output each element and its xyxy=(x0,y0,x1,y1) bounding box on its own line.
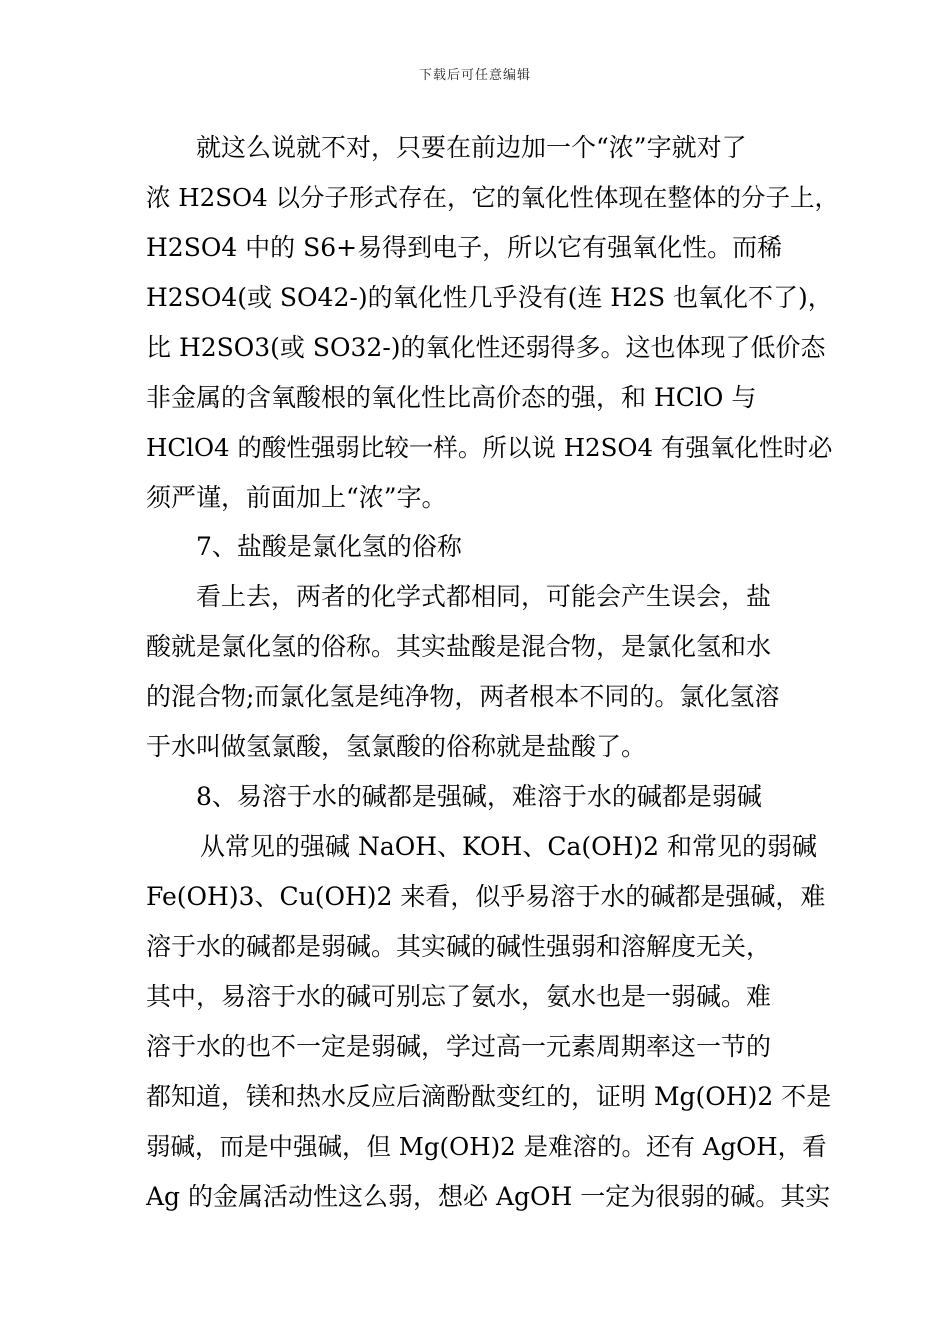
paragraph-line: H2SO4(或 SO42-)的氧化性几乎没有(连 H2S 也氧化不了)， xyxy=(146,283,833,312)
paragraph-line: 非金属的含氧酸根的氧化性比高价态的强，和 HClO 与 xyxy=(146,383,757,412)
paragraph-line: 浓 H2SO4 以分子形式存在，它的氧化性体现在整体的分子上， xyxy=(146,183,839,212)
paragraph-line: 就这么说就不对，只要在前边加一个“浓”字就对了 xyxy=(196,133,747,162)
paragraph-line: Ag 的金属活动性这么弱，想必 AgOH 一定为很弱的碱。其实 xyxy=(146,1182,831,1211)
paragraph-line: 的混合物;而氯化氢是纯净物，两者根本不同的。氯化氢溶 xyxy=(146,682,780,711)
section-heading: 7、盐酸是氯化氢的俗称 xyxy=(196,532,462,561)
paragraph-line: 溶于水的也不一定是弱碱，学过高一元素周期率这一节的 xyxy=(146,1032,772,1061)
paragraph-line: 其中，易溶于水的碱可别忘了氨水，氨水也是一弱碱。难 xyxy=(146,982,772,1011)
paragraph-line: 看上去，两者的化学式都相同，可能会产生误会，盐 xyxy=(196,582,772,611)
paragraph-line: HClO4 的酸性强弱比较一样。所以说 H2SO4 有强氧化性时必 xyxy=(146,433,833,462)
paragraph-line: 溶于水的碱都是弱碱。其实碱的碱性强弱和溶解度无关， xyxy=(146,932,772,961)
section-heading: 8、易溶于水的碱都是强碱，难溶于水的碱都是弱碱 xyxy=(196,782,762,811)
paragraph-line: 弱碱，而是中强碱，但 Mg(OH)2 是难溶的。还有 AgOH，看 xyxy=(146,1132,827,1161)
paragraph-line: 酸就是氯化氢的俗称。其实盐酸是混合物，是氯化氢和水 xyxy=(146,632,772,661)
paragraph-line: 于水叫做氢氯酸，氢氯酸的俗称就是盐酸了。 xyxy=(146,732,647,761)
paragraph-line: 须严谨，前面加上“浓”字。 xyxy=(146,483,447,512)
page-header: 下载后可任意编辑 xyxy=(418,68,531,83)
paragraph-line: 都知道，镁和热水反应后滴酚酞变红的，证明 Mg(OH)2 不是 xyxy=(146,1082,832,1111)
paragraph-line: H2SO4 中的 S6+易得到电子，所以它有强氧化性。而稀 xyxy=(146,233,783,262)
paragraph-line: 从常见的强碱 NaOH、KOH、Ca(OH)2 和常见的弱碱 xyxy=(200,832,818,861)
paragraph-line: Fe(OH)3、Cu(OH)2 来看，似乎易溶于水的碱都是强碱，难 xyxy=(146,882,826,911)
paragraph-line: 比 H2SO3(或 SO32-)的氧化性还弱得多。这也体现了低价态 xyxy=(146,333,826,362)
